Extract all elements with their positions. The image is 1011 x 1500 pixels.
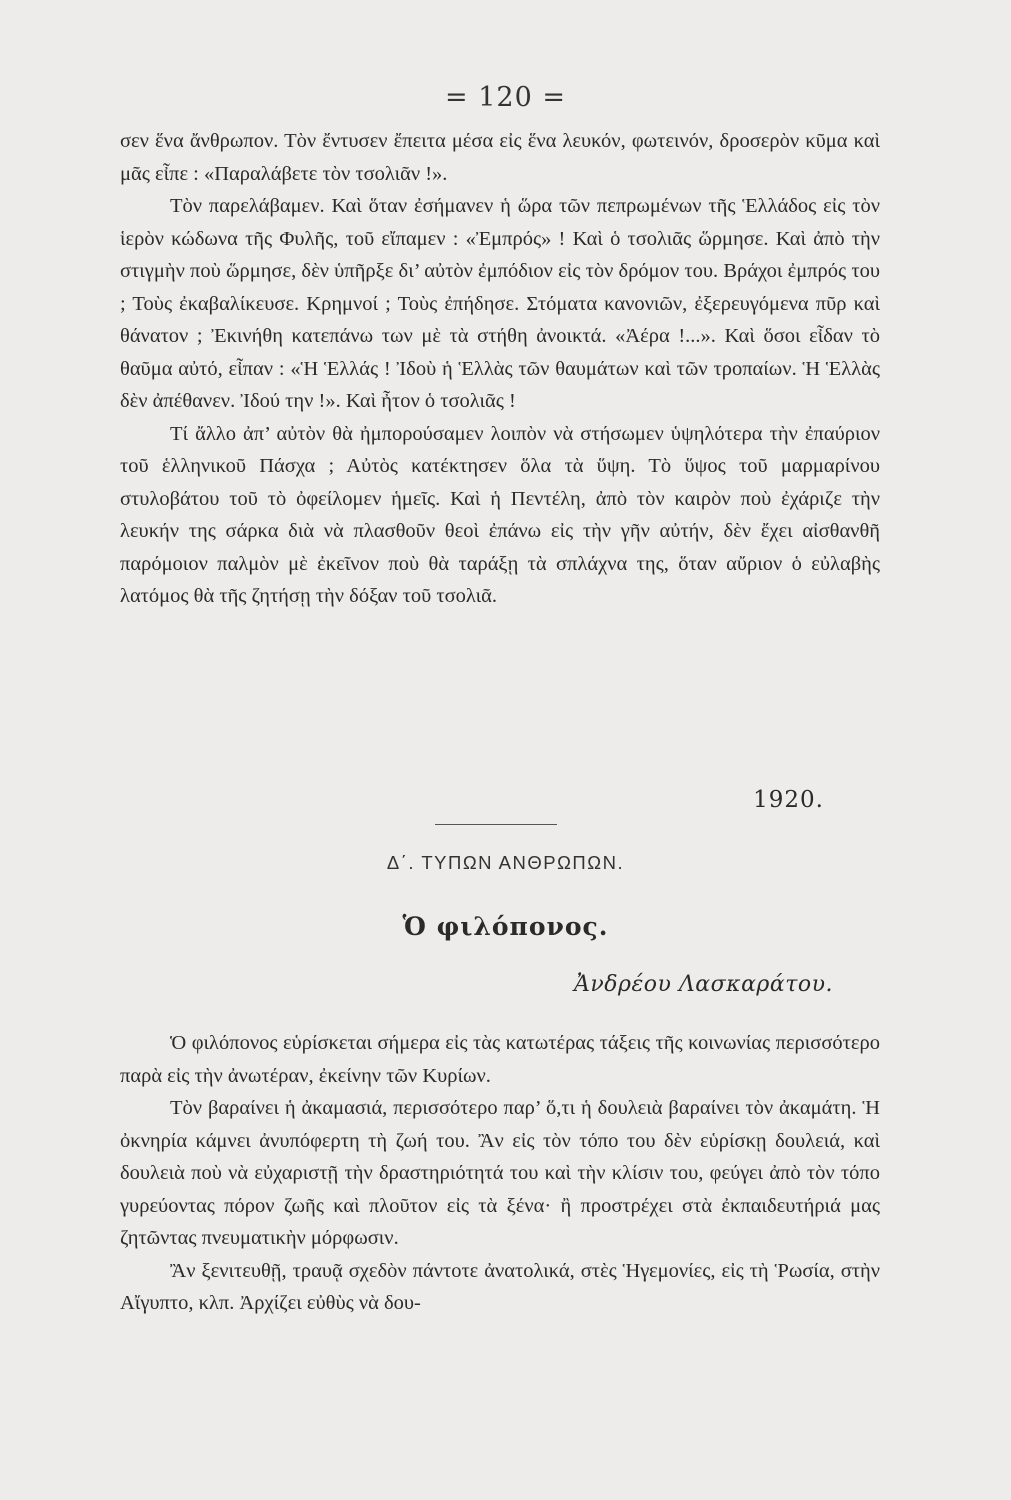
paragraph: σεν ἕνα ἄνθρωπον. Τὸν ἔντυσεν ἔπειτα μέσα εἰς ἕνα λευκόν, φωτεινόν, δροσερὸν κῦμα καὶ μᾶς εἶπε : «Παραλάβετε τὸν τσολιᾶν !». — [120, 130, 880, 185]
section-title: Δ΄. ΤΥΠΩΝ ΑΝΘΡΩΠΩΝ. — [386, 852, 625, 873]
paragraph: Τί ἄλλο ἀπ’ αὐτὸν θὰ ἠμπορούσαμεν λοιπὸν νὰ στήσωμεν ὑψηλότερα τὴν ἐπαύριον τοῦ ἑλληνικοῦ Πάσχα ; Αὐτὸς κατέκτησεν ὅλα τὰ ὕψη. Τὸ ὕψος τοῦ μαρμαρίνου στυλοβάτου τοῦ τὸ ὀφείλομεν ἡμεῖς. Καὶ ἡ Πεντέλη, ἀπὸ τὸν καιρὸν ποὺ ἐχάριζε τὴν λευκήν της σάρκα διὰ νὰ πλασθοῦν θεοὶ ἐπάνω εἰς τὴν γῆν αὐτήν, δὲν ἔχει αἰσθανθῆ παρόμοιον παλμὸν μὲ ἐκεῖνον ποὺ θὰ ταράξῃ τὰ σπλάχνα της, ὅταν αὔριον ὁ εὐλαβὴς λατόμος θὰ τῆς ζητήσῃ τὴν δόξαν τοῦ τσολιᾶ. — [120, 422, 880, 607]
article-title: Ὁ φιλόπονος. — [402, 912, 609, 941]
text-block-lower — [120, 1027, 880, 1320]
text-block-upper — [120, 125, 880, 613]
paragraph: Ὁ φιλόπονος εὑρίσκεται σήμερα εἰς τὰς κατωτέρας τάξεις τῆς κοινωνίας περισσότερο παρὰ εἰς τὴν ἀνωτέραν, ἐκείνην τῶν Κυρίων. — [120, 1032, 880, 1087]
paragraph: Τὸν παρελάβαμεν. Καὶ ὅταν ἐσήμανεν ἡ ὥρα τῶν πεπρωμένων τῆς Ἑλλάδος εἰς τὸν ἱερὸν κώδωνα τῆς Φυλῆς, τοῦ εἴπαμεν : «Ἐμπρός» ! Καὶ ὁ τσολιᾶς ὥρμησε. Καὶ ἀπὸ τὴν στιγμὴν ποὺ ὥρμησε, δὲν ὑπῆρξε δι’ αὐτὸν ἐμπόδιον εἰς τὸν δρόμον του. Βράχοι ἐμπρός του ; Τοὺς ἐκαβαλίκευσε. Κρημνοί ; Τοὺς ἐπήδησε. Στόματα κανονιῶν, ἐξερευγόμενα πῦρ καὶ θάνατον ; Ἐκινήθη κατεπάνω των μὲ τὰ στήθη ἀνοικτά. «Ἀέρα !...». Καὶ ὅσοι εἶδαν τὸ θαῦμα αὐτό, εἶπαν : «Ἡ Ἑλλάς ! Ἰδοὺ ἡ Ἑλλὰς τῶν θαυμάτων καὶ τῶν τροπαίων. Ἡ Ἑλλὰς δὲν ἀπέθανεν. Ἰδού την !». Καὶ ἦτον ὁ τσολιᾶς ! — [120, 195, 880, 412]
paragraph: Τὸν βαραίνει ἡ ἀκαμασιά, περισσότερο παρ’ ὅ,τι ἡ δουλειὰ βαραίνει τὸν ἀκαμάτη. Ἡ ὀκνηρία κάμνει ἀνυπόφερτη τὴ ζωή του. Ἂν εἰς τὸν τόπο του δὲν εὑρίσκῃ δουλειά, καὶ δουλειὰ ποὺ νὰ εὐχαριστῇ τὴν δραστηριότητά του καὶ τὴν κλίσιν του, φεύγει ἀπὸ τὸν τόπο γυρεύοντας πόρον ζωῆς καὶ πλοῦτον εἰς τὰ ξένα· ἢ προστρέχει στὰ ἐκπαιδευτήριά μας ζητῶντας πνευματικὴν μόρφωσιν. — [120, 1097, 880, 1249]
paragraph: Ἂν ξενιτευθῇ, τραυᾷ σχεδὸν πάντοτε ἀνατολικά, στὲς Ἡγεμονίες, εἰς τὴ Ῥωσία, στὴν Αἴγυπτο, κλπ. Ἀρχίζει εὐθὺς νὰ δου- — [120, 1259, 880, 1314]
section-separator — [435, 824, 557, 825]
article-author: Ἀνδρέου Λασκαράτου. — [574, 972, 833, 997]
date-signature: 1920. — [753, 787, 824, 813]
page-number: = 120 = — [445, 82, 566, 113]
